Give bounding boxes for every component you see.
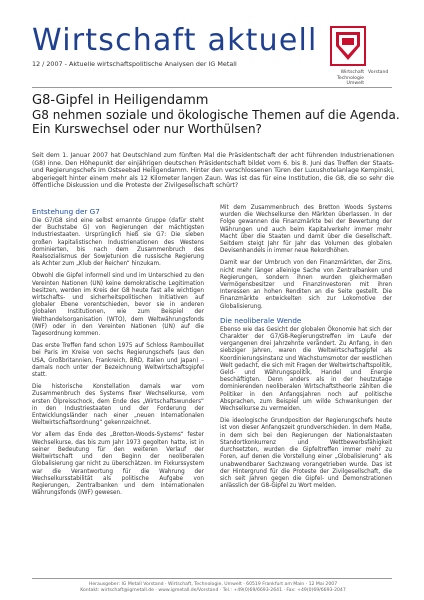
left-column [32, 205, 204, 502]
publication-subtitle: 12 / 2007 - Aktuelle wirtschaftspolitische Analysen der IG Metall [32, 60, 237, 68]
headline-block [32, 93, 402, 136]
masthead [32, 23, 318, 68]
body-paragraph: Ebenso wie das Gesicht der globalen Ökonomie hat sich der Charakter der G7/G8-Regierungstreffen im Laufe der vergangenen drei Jahrzehnte verändert. Zu Anfang, in den siebziger Jahren, waren die Weltwirtschaftsgipfel als Koordinierungsinstanz und Wachstumsmotor der westlichen Welt gedacht, die sich mit Fragen der Weltwirtschaftspolitik, Geld- und Währungspolitik, Handel und Energie beschäftigten. Denn anders als in der heutzutage dominierenden neoliberalen Wirtschaftstheorie zählten die Politiker in den Anfangsjahren noch auf politische Absprachen, zum Beispiel um wilde Schwankungen der Wechselkurse zu vermeiden. [220, 326, 392, 413]
body-paragraph: Die ideologische Grundposition der Regierungschefs heute ist von dieser Anfangszeit grundverschieden. In dem Maße, in dem sich bei den Regierungen der Nationalstaaten Standortkonkurrenz und Wettbewerbsfähigkeit durchsetzten, wurden die Gipfeltreffen immer mehr zu Foren, auf denen die Vorstellung einer „Globalisierung“ als unabwendbarer Sachzwang vorangetrieben wurde. Das ist der Hintergrund für die Proteste der Zivilgesellschaft, die sich seit Jahren gegen die Gipfel- und Demonstrationen anlässlich der G8-Gipfel zu Wort melden. [220, 418, 392, 490]
body-paragraph: Das erste Treffen fand schon 1975 auf Schloss Rambouillet bei Paris im Kreise von sechs Regierungschefs (aus den USA, Großbritannien, Frankreich, BRD, Italien und Japan) – damals noch unter der Bezeichnung Weltwirtschaftsgipfel statt. [32, 343, 204, 379]
body-paragraph: Die historische Konstellation damals war vom Zusammenbruch des Systems fixer Wechselkurse, vom ersten Ölpreisschock, dem Ende des „Wirtschaftswunders“ in den Industriestaaten und der Forderung der Entwicklungsländer nach einer „neuen Internationalen Weltwirtschaftsordnung“ gekennzeichnet. [32, 384, 204, 427]
ig-metall-logo [330, 26, 394, 87]
footer-publisher: Herausgeber: IG Metall Vorstand · Wirtschaft, Technologie, Umwelt · 60519 Frankfurt am Main · 12 Mai 2007 [88, 582, 338, 587]
body-paragraph: Damit war der Umbruch von den Finanzmärkten, der Zins, nicht mehr länger alleinige Sache von Zentralbanken und Regierungen, sondern ihnen wurden gleichermaßen Vermögensbesitzer und Finanzinvestoren mit ihren Interessen an hohen Renditen an die Seite gestellt. Die Finanzmärkte entwickelten sich zur Lokomotive der Globalisierung. [220, 260, 392, 310]
headline-main: G8-Gipfel in Heiligendamm [32, 93, 209, 108]
section-heading-g7: Entstehung der G7 [32, 207, 100, 216]
body-paragraph: Die G7/G8 sind eine selbst ernannte Gruppe (dafür steht der Buchstabe G) von Regierungen der mächtigsten Industriestaaten. Ursprünglich hieß sie G7: Die sieben großen kapitalistischen Industrienationen des Westens dominierten, bis nach dem Zusammenbruch des Realsozialismus der Sowjetunion die russische Regierung als Achter zum „Klub der Reichen“ hinzukam. [32, 218, 204, 268]
section-heading-neoliberal: Die neoliberale Wende [220, 315, 302, 325]
footer [32, 582, 394, 594]
footer-contact: Kontakt: wirtschaft@igmetall.de · www.igmetall.de/Vorstand · Tel.: +49(0)69/6693-2641 · Fax: +49(0)69/6693-2047 [80, 588, 346, 593]
intro-paragraph: Seit dem 1. Januar 2007 hat Deutschland zum fünften Mal die Präsidentschaft der acht führenden Industrienationen (G8) inne. Den Höhepunkt der einjährigen deutschen Präsidentschaft bildet vom 6. bis 8. Juni das Treffen der Staats- und Regierungschefs im Ostseebad Heiligendamm. Hinter den verschlossenen Türen der Luxushotelanlage Kempinski, abgeriegelt hinter einem mehr als 12 Kilometer langen Zaun. Was ist das für eine Institution, die G8, die so sehr die öffentliche Diskussion und die Proteste der Zivilgesellschaft schürt? [32, 152, 394, 190]
body-paragraph: Obwohl die Gipfel informell sind und im Unterschied zu den Vereinten Nationen (UN) keine demokratische Legitimation besitzen, werden im Kreis der G8 heute fast alle wichtigen wirtschafts- und sicherheitspolitischen Initiativen auf globaler Ebene vorentschieden, bevor sie in anderen globalen Institutionen, wie zum Beispiel der Welthandelsorganisation (WTO), dem Weltwährungsfonds (IWF) oder in den Vereinten Nationen (UN) auf die Tagesordnung kommen. [32, 273, 204, 338]
headline-sub-1: G8 nehmen soziale und ökologische Themen auf die Agenda. [32, 108, 400, 122]
header-divider [32, 87, 392, 88]
department-label: Wirtschaft Technologie Umwelt [336, 70, 364, 87]
headline-sub-2: Ein Kurswechsel oder nur Worthülsen? [32, 122, 262, 136]
board-label: Vorstand [368, 70, 389, 75]
publication-title: Wirtschaft aktuell [32, 23, 318, 58]
footer-divider [32, 578, 392, 579]
ig-metall-logo-icon [330, 26, 366, 66]
body-paragraph: Vor allem das Ende des „Bretton-Woods-Systems“ fester Wechselkurse, das bis zum Jahr 1973 gegolten hatte, ist in seiner Bedeutung für den weiteren Verlauf der Weltwirtschaft und den Beginn der neoliberalen Globalisierung gar nicht zu überschätzen. Im Fixkurssystem war die Verantwortung für die Wahrung der Wechselkursstabilität als politische Aufgabe von Regierungen, Zentralbanken und dem Internationalen Währungsfonds (IWF) gewesen. [32, 432, 204, 497]
body-paragraph: Mit dem Zusammenbruch des Bretton Woods Systems wurden die Wechselkurse den Märkten überlassen. In der Folge gewannen die Finanzmärkte bei der Bewertung der Währungen und auch beim Kapitalverkehr immer mehr Macht über die Staaten und damit über die Gesellschaft. Seitdem steigt Jahr für Jahr das Volumen des globalen Devisenhandels in immer neue Rekordhöhen. [220, 205, 392, 255]
right-column [220, 205, 392, 495]
